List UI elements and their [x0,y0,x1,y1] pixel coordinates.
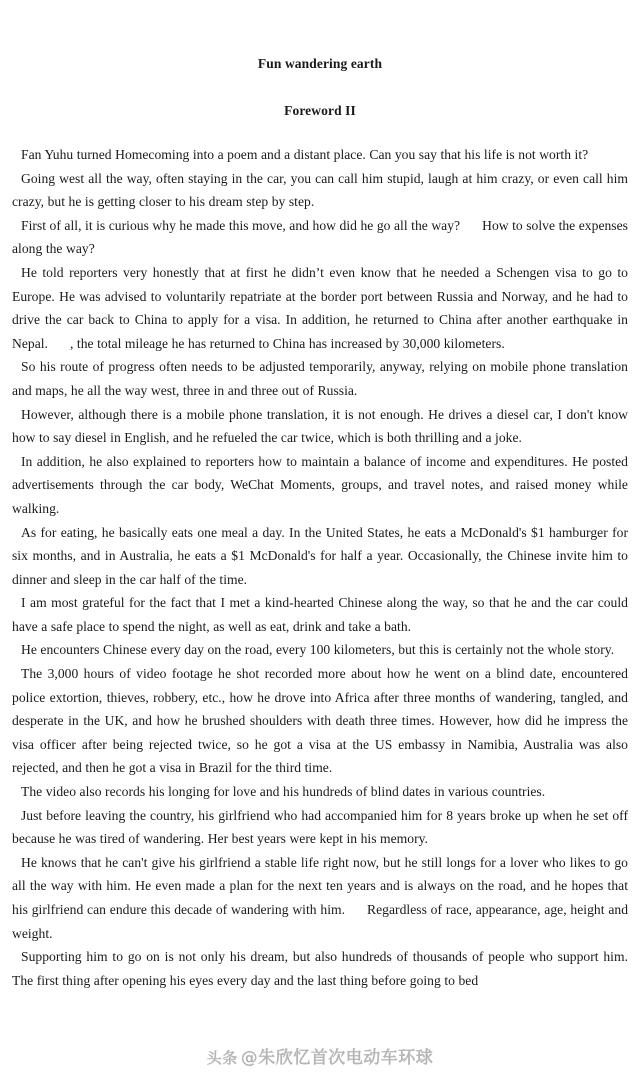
page-title: Fun wandering earth [257,56,383,71]
paragraph-segment: He knows that he can't give his girlfriend a stable life right now, but he still longs for a lover who likes to go all the way with him. He even made a plan for the next ten years and is always on the road, and he hopes that his girlfriend can endure this decade of wandering with him. [12,854,628,917]
paragraph: In addition, he also explained to reporters how to maintain a balance of income and expenditures. He posted advertisements through the car body, WeChat Moments, groups, and travel notes, and raised money while walking. [12,453,628,516]
paragraph-segment: First of all, it is curious why he made this move, and how did he go all the way? [21,217,461,233]
paragraph: He encounters Chinese every day on the road, every 100 kilometers, but this is certainly not the whole story. [21,642,615,658]
paragraph: Going west all the way, often staying in the car, you can call him stupid, laugh at him crazy, or even call him crazy, but he is getting closer to his dream step by step. [12,170,628,210]
paragraph: Supporting him to go on is not only his dream, but also hundreds of thousands of people who support him. The first thing after opening his eyes every day and the last thing before going to bed [12,949,628,988]
watermark-handle: @朱欣忆首次电动车环球 [240,1048,434,1068]
paragraph: The video also records his longing for love and his hundreds of blind dates in various countries. [21,784,546,800]
document-body [12,117,628,992]
watermark-text [207,1043,434,1068]
page-subtitle: Foreword II [284,102,356,118]
paragraph: So his route of progress often needs to be adjusted temporarily, anyway, relying on mobile phone translation and maps, he all the way west, three in and three out of Russia. [12,359,628,398]
paragraph: Just before leaving the country, his girlfriend who had accompanied him for 8 years broke up when he set off because he was tired of wandering. Her best years were kept in his memory. [12,807,628,847]
paragraph [12,214,628,261]
paragraph: I am most grateful for the fact that I met a kind-hearted Chinese along the way, so that he and the car could have a safe place to spend the night, as well as eat, drink and take a bath. [12,595,628,634]
watermark-brand: 头条 [206,1049,238,1067]
paragraph-segment: , the total mileage he has returned to China has increased by 30,000 kilometers. [69,335,505,351]
paragraph: The 3,000 hours of video footage he shot recorded more about how he went on a blind date, encountered police extortion, thieves, robbery, etc., how he drove into Africa after three months of wandering, tangled, and desperate in the UK, and how he brushed shoulders with death three times. However, how did he impress the visa officer after being rejected twice, so he got a visa at the US embassy in Namibia, Australia was also rejected, and then he got a visa in Brazil for the third time. [12,666,628,776]
paragraph [12,261,628,355]
paragraph-segment: He told reporters very honestly that at first he didn’t even know that he needed a Schengen visa to go to Europe. He was advised to voluntarily repatriate at the border port between Russia and Norway, and he had to drive the car back to China to apply for a visa. In addition, he returned to China after another earthquake in Nepal. [12,264,628,351]
paragraph: Fan Yuhu turned Homecoming into a poem and a distant place. Can you say that his life is not worth it? [21,147,589,162]
paragraph-segment: Regardless of race, appearance, age, height and weight. [12,902,629,941]
paragraph: However, although there is a mobile phone translation, it is not enough. He drives a diesel car, I don't know how to say diesel in English, and he refueled the car twice, which is both thrilling and a joke. [12,406,628,446]
paragraph: As for eating, he basically eats one meal a day. In the United States, he eats a McDonald's $1 hamburger for six months, and in Australia, he eats a $1 McDonald's for half a year. Occasionally, the Chinese invite him to dinner and sleep in the car half of the time. [12,524,628,587]
watermark-overlay [0,1043,640,1068]
paragraph [12,851,628,945]
paragraph-segment: How to solve the expenses along the way? [12,217,628,257]
